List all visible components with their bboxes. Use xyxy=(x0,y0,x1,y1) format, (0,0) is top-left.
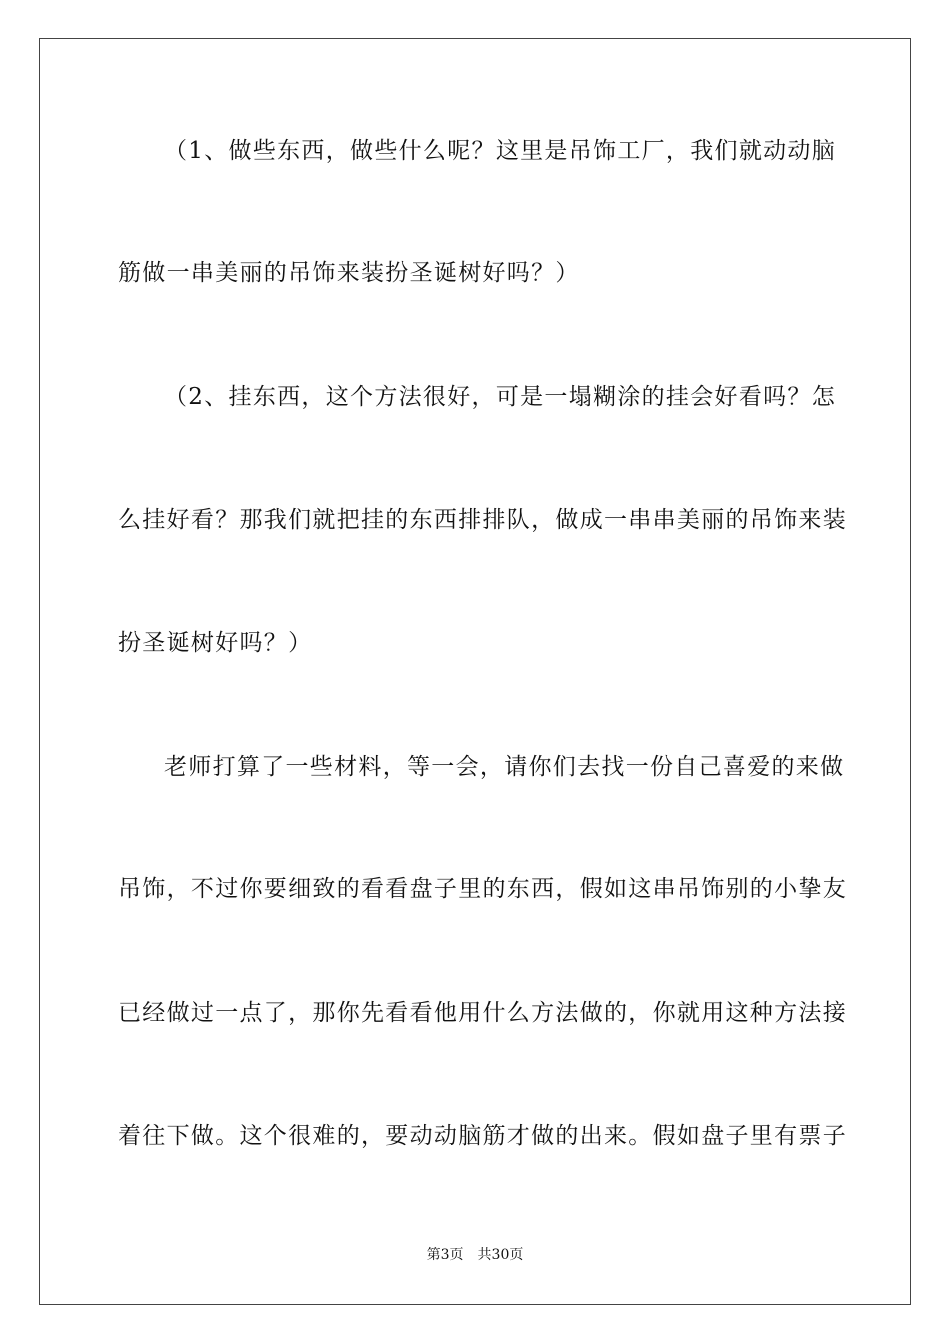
page-footer xyxy=(0,1245,950,1265)
page-total: 共30页 xyxy=(477,1247,524,1263)
paragraph-3-line-3: 已经做过一点了，那你先看看他用什么方法做的，你就用这种方法接 xyxy=(118,1000,847,1026)
paragraph-3-line-4: 着往下做。这个很难的，要动动脑筋才做的出来。假如盘子里有票子 xyxy=(118,1123,847,1149)
paragraph-3-line-1: 老师打算了一些材料，等一会，请你们去找一份自己喜爱的来做 xyxy=(164,754,845,780)
page-number: 第3页 xyxy=(426,1247,464,1263)
paragraph-2-line-3: 扮圣诞树好吗？） xyxy=(118,630,313,656)
paragraph-1-line-1: （1、做些东西，做些什么呢？这里是吊饰工厂，我们就动动脑 xyxy=(164,138,837,164)
paragraph-3-line-2: 吊饰，不过你要细致的看看盘子里的东西，假如这串吊饰别的小挚友 xyxy=(118,876,847,902)
page-border xyxy=(39,38,911,1305)
paragraph-2-line-2: 么挂好看？那我们就把挂的东西排排队，做成一串串美丽的吊饰来装 xyxy=(118,507,847,533)
paragraph-1-line-2: 筋做一串美丽的吊饰来装扮圣诞树好吗？） xyxy=(118,260,580,286)
paragraph-2-line-1: （2、挂东西，这个方法很好，可是一塌糊涂的挂会好看吗？怎 xyxy=(164,384,837,410)
